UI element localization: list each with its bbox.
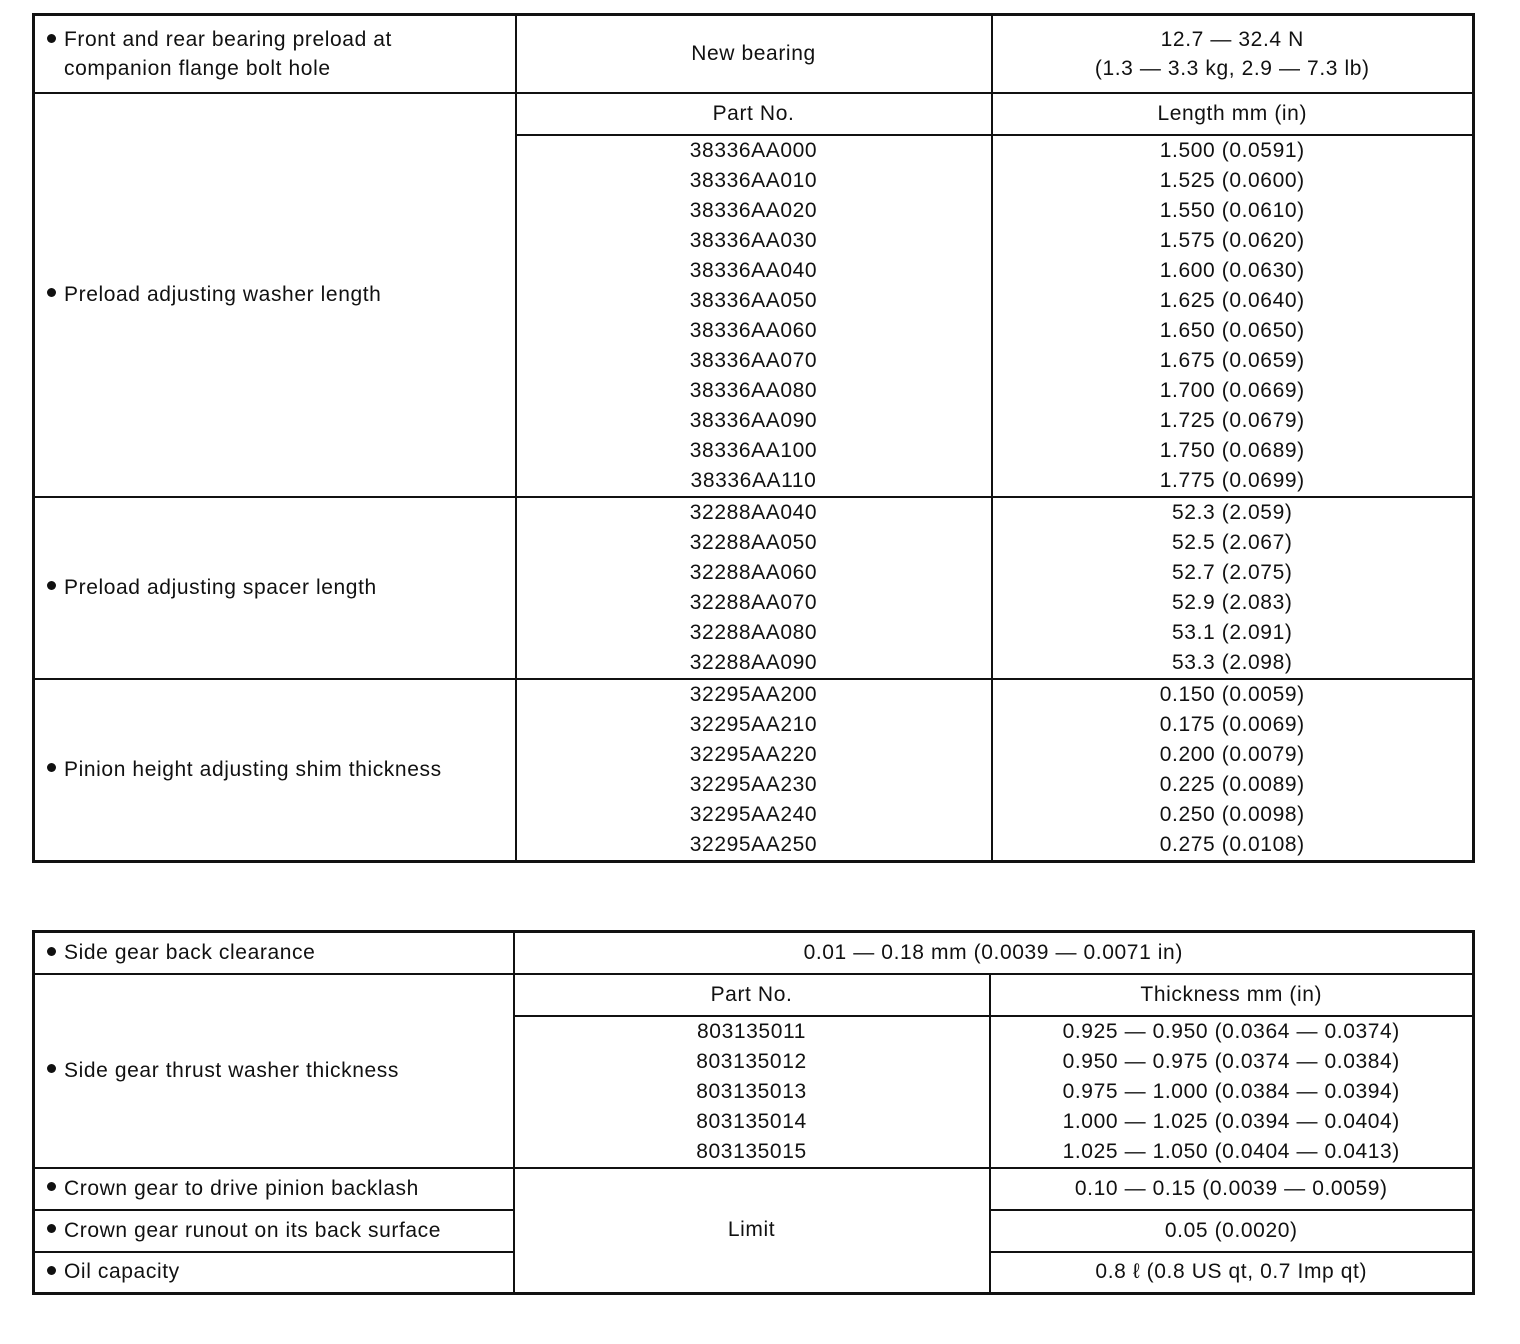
- side-gear-clearance-label-cell: [34, 932, 514, 974]
- shim-label-cell: [34, 679, 516, 862]
- table-row: 53.3 (2.098): [1172, 650, 1293, 674]
- oil-capacity-label: Oil capacity: [64, 1260, 180, 1284]
- part-no-header: Part No.: [516, 93, 992, 135]
- thrust-washer-part-numbers: [514, 1016, 990, 1168]
- thrust-washer-thicknesses: [990, 1016, 1474, 1168]
- side-gear-spec-table: [32, 930, 1475, 1295]
- table-row: 803135012: [696, 1049, 807, 1073]
- table-row: 52.5 (2.067): [1172, 530, 1293, 554]
- limit-label: Limit: [514, 1168, 990, 1294]
- side-gear-clearance-value: 0.01 — 0.18 mm (0.0039 — 0.0071 in): [514, 932, 1474, 974]
- table-row: 0.275 (0.0108): [1159, 832, 1305, 856]
- table-row: 53.1 (2.091): [1172, 620, 1293, 644]
- table-row: 38336AA000: [689, 138, 818, 162]
- bearing-preload-value-cell: [992, 15, 1474, 93]
- bearing-preload-value-line2: (1.3 — 3.3 kg, 2.9 — 7.3 lb): [1094, 56, 1370, 80]
- table-row: 1.500 (0.0591): [1159, 138, 1305, 162]
- table-row: 803135011: [697, 1019, 806, 1043]
- table-row: 803135014: [696, 1109, 807, 1133]
- length-header: Length mm (in): [992, 93, 1474, 135]
- table-row: 32295AA220: [689, 742, 818, 766]
- side-gear-clearance-label: Side gear back clearance: [64, 940, 316, 964]
- table-row: 52.3 (2.059): [1172, 500, 1293, 524]
- shim-label: Pinion height adjusting shim thickness: [64, 757, 442, 781]
- table-row: 38336AA040: [689, 258, 818, 282]
- bullet-icon: [47, 288, 56, 297]
- table-row: 1.600 (0.0630): [1159, 258, 1305, 282]
- part-no-header: Part No.: [514, 974, 990, 1016]
- table-row: 32288AA040: [689, 500, 818, 524]
- table-row: 32295AA210: [689, 712, 818, 736]
- table-row: 38336AA080: [689, 378, 818, 402]
- table-row: 1.775 (0.0699): [1159, 468, 1305, 492]
- thrust-washer-label: Side gear thrust washer thickness: [64, 1058, 399, 1082]
- thrust-washer-label-cell: [34, 974, 514, 1168]
- table-row: 32295AA230: [689, 772, 818, 796]
- table-row: 52.9 (2.083): [1172, 590, 1293, 614]
- spacer-part-numbers: [516, 497, 992, 679]
- table-row: 32288AA090: [689, 650, 818, 674]
- washer-lengths: [992, 135, 1474, 497]
- spacer-label-cell: [34, 497, 516, 679]
- table-row: 32295AA200: [689, 682, 818, 706]
- table-row: 32288AA060: [689, 560, 818, 584]
- table-row: 803135015: [696, 1139, 807, 1163]
- table-row: 38336AA060: [689, 318, 818, 342]
- table-row: 1.650 (0.0650): [1159, 318, 1305, 342]
- table-row: 38336AA110: [690, 468, 817, 492]
- washer-part-numbers: [516, 135, 992, 497]
- table-row: 0.975 — 1.000 (0.0384 — 0.0394): [1062, 1079, 1400, 1103]
- table-row: 1.575 (0.0620): [1159, 228, 1305, 252]
- oil-capacity-label-cell: [34, 1252, 514, 1294]
- table-row: 38336AA070: [689, 348, 818, 372]
- washer-label-cell: [34, 93, 516, 497]
- spacer-label: Preload adjusting spacer length: [64, 575, 377, 599]
- table-row: 1.525 (0.0600): [1159, 168, 1305, 192]
- table-row: 0.250 (0.0098): [1159, 802, 1305, 826]
- table-row: 1.625 (0.0640): [1159, 288, 1305, 312]
- backlash-label: Crown gear to drive pinion backlash: [64, 1176, 419, 1200]
- spacer-lengths: [992, 497, 1474, 679]
- bullet-icon: [47, 1266, 56, 1275]
- table-row: 32288AA050: [689, 530, 818, 554]
- table-row: 1.000 — 1.025 (0.0394 — 0.0404): [1062, 1109, 1400, 1133]
- bearing-preload-label-line2: companion flange bolt hole: [64, 56, 331, 80]
- bearing-preload-label-cell: [34, 15, 516, 93]
- runout-label: Crown gear runout on its back surface: [64, 1218, 442, 1242]
- table-row: 0.225 (0.0089): [1159, 772, 1305, 796]
- table-row: 1.025 — 1.050 (0.0404 — 0.0413): [1062, 1139, 1400, 1163]
- bullet-icon: [47, 581, 56, 590]
- bullet-icon: [47, 947, 56, 956]
- table-row: 38336AA100: [689, 438, 818, 462]
- bullet-icon: [47, 1182, 56, 1191]
- table-row: 38336AA090: [689, 408, 818, 432]
- bullet-icon: [47, 1224, 56, 1233]
- table-row: 803135013: [696, 1079, 807, 1103]
- table-row: 0.925 — 0.950 (0.0364 — 0.0374): [1062, 1019, 1400, 1043]
- differential-spec-table: [32, 13, 1475, 863]
- runout-label-cell: [34, 1210, 514, 1252]
- bullet-icon: [47, 763, 56, 772]
- table-row: 38336AA020: [689, 198, 818, 222]
- table-row: 38336AA010: [689, 168, 818, 192]
- table-row: 32288AA070: [689, 590, 818, 614]
- shim-thicknesses: [992, 679, 1474, 862]
- table-row: 52.7 (2.075): [1172, 560, 1293, 584]
- bearing-preload-label-line1: Front and rear bearing preload at: [64, 27, 392, 51]
- oil-capacity-value: 0.8 ℓ (0.8 US qt, 0.7 Imp qt): [990, 1252, 1474, 1294]
- table-row: 38336AA050: [689, 288, 818, 312]
- bearing-preload-value-line1: 12.7 — 32.4 N: [1160, 27, 1304, 51]
- table-row: 32295AA240: [689, 802, 818, 826]
- runout-value: 0.05 (0.0020): [990, 1210, 1474, 1252]
- table-row: 32288AA080: [689, 620, 818, 644]
- table-row: 38336AA030: [689, 228, 818, 252]
- table-row: 0.950 — 0.975 (0.0374 — 0.0384): [1062, 1049, 1400, 1073]
- table-row: 0.200 (0.0079): [1159, 742, 1305, 766]
- table-row: 0.150 (0.0059): [1159, 682, 1305, 706]
- backlash-label-cell: [34, 1168, 514, 1210]
- thickness-header: Thickness mm (in): [990, 974, 1474, 1016]
- table-row: 1.750 (0.0689): [1159, 438, 1305, 462]
- washer-label: Preload adjusting washer length: [64, 282, 382, 306]
- table-row: 32295AA250: [689, 832, 818, 856]
- table-row: 0.175 (0.0069): [1159, 712, 1305, 736]
- shim-part-numbers: [516, 679, 992, 862]
- table-row: 1.550 (0.0610): [1159, 198, 1305, 222]
- bullet-icon: [47, 34, 56, 43]
- table-row: 1.725 (0.0679): [1159, 408, 1305, 432]
- bearing-preload-condition: New bearing: [516, 15, 992, 93]
- table-row: 1.675 (0.0659): [1159, 348, 1305, 372]
- bullet-icon: [47, 1064, 56, 1073]
- table-row: 1.700 (0.0669): [1159, 378, 1305, 402]
- backlash-value: 0.10 — 0.15 (0.0039 — 0.0059): [990, 1168, 1474, 1210]
